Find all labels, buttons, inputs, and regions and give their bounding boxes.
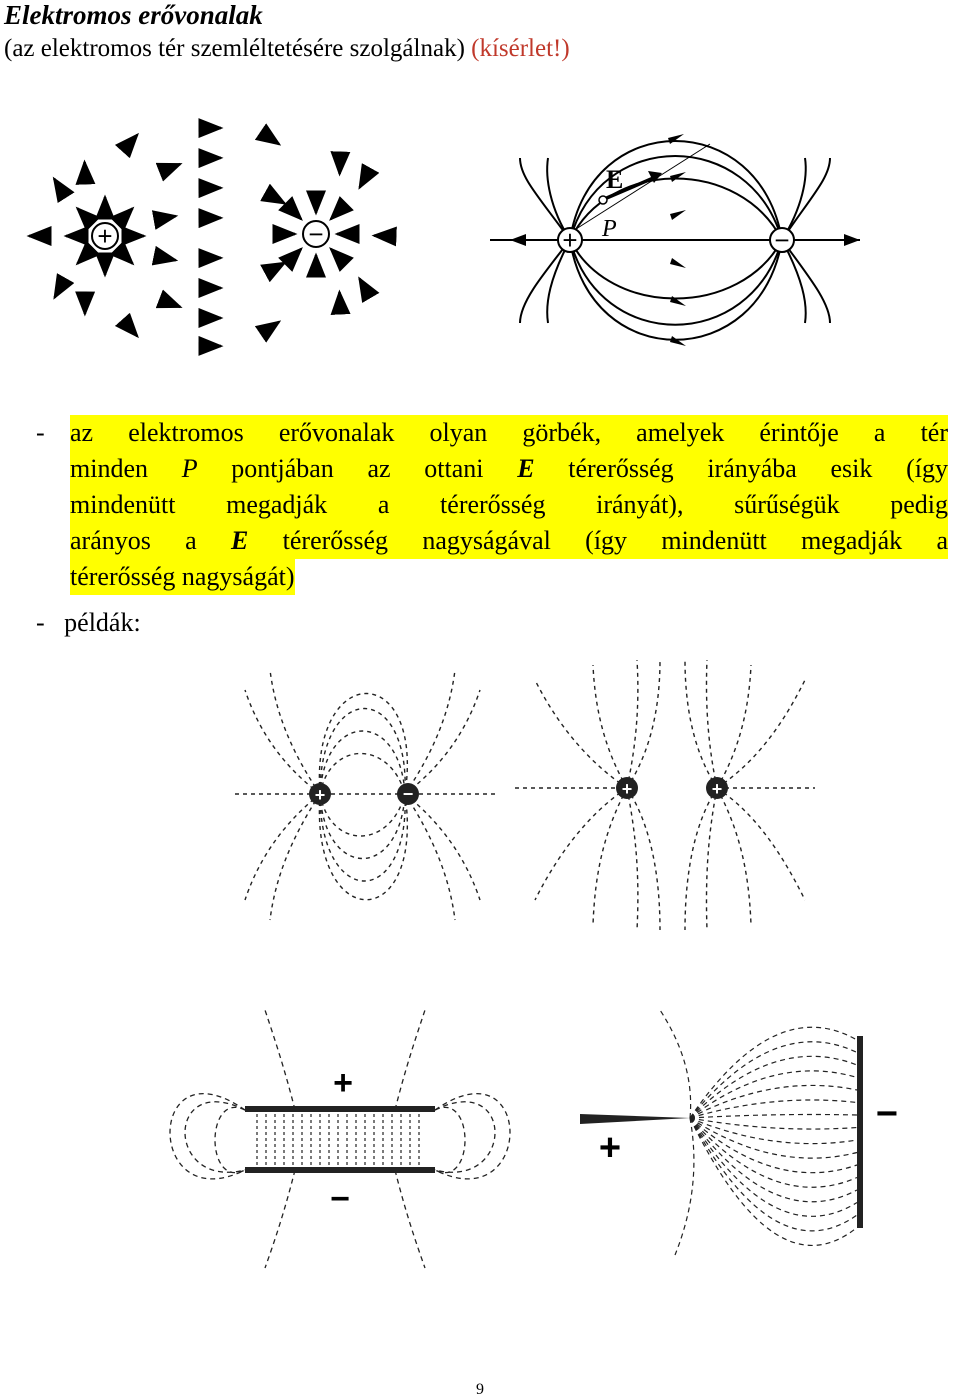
point-plane-field-line — [660, 1010, 691, 1118]
field-arrow — [359, 279, 370, 298]
point-plane-field-line — [675, 1118, 694, 1255]
page-title: Elektromos erővonalak — [4, 0, 263, 30]
capacitor-plus-label: + — [333, 1064, 353, 1102]
field-arrow — [120, 251, 133, 264]
field-arrow — [160, 299, 181, 307]
definition-paragraph — [36, 415, 948, 595]
field-arrow — [265, 263, 284, 273]
def-line-4: arányos a E térerősség nagyságával (így mindenütt megadják a — [70, 523, 948, 559]
field-arrow — [339, 292, 340, 314]
field-arrows — [29, 128, 396, 346]
label-P: P — [602, 216, 617, 242]
point-plane-field-line — [690, 1118, 857, 1173]
bullet-dash: - — [36, 418, 45, 447]
figure-capacitor — [165, 1010, 540, 1270]
field-arrow — [54, 179, 66, 198]
svg-text:−: − — [308, 219, 324, 249]
label-E: E — [606, 165, 624, 194]
field-arrow — [77, 208, 90, 221]
like-plus-1-label: + — [621, 779, 633, 799]
examples-label: - példák: — [36, 608, 141, 637]
field-arrow — [265, 193, 284, 204]
field-arrow — [55, 278, 66, 297]
figure-field-arrows — [20, 118, 400, 358]
point-plane-field-line — [690, 1115, 857, 1118]
def-line-1: az elektromos erővonalak olyan görbék, amelyek érintője a tér — [70, 415, 948, 451]
point-plane-field-line — [690, 1118, 857, 1129]
figure-point-plane — [575, 1010, 915, 1260]
field-arrow — [360, 168, 371, 187]
def-line-3: mindenütt megadják a térerősség irányát), sűrűségük pedig — [70, 487, 948, 523]
field-arrow — [374, 236, 396, 237]
charge-plus-right — [558, 225, 582, 255]
charge-plus-left — [92, 221, 118, 251]
figure-field-lines-dipole — [490, 118, 870, 358]
point-plane-field-line — [690, 1118, 857, 1245]
field-arrow — [288, 249, 301, 262]
field-arrow — [160, 164, 180, 172]
def-line-5: térerősség nagyságát) — [70, 559, 295, 595]
subtitle-main: (az elektromos tér szemléltetésére szolgálnak) — [4, 35, 465, 62]
dipole-plus-label: + — [314, 785, 326, 805]
plane-minus-label: − — [875, 1093, 899, 1135]
field-arrow — [261, 132, 279, 144]
figure-dipole-dashed — [235, 660, 500, 935]
capacitor-minus-label: − — [330, 1180, 350, 1218]
point-plane-field-line — [690, 1118, 857, 1144]
page-subtitle — [4, 34, 570, 64]
field-arrow — [331, 206, 344, 219]
page-number: 9 — [476, 1381, 484, 1398]
charge-minus-left — [303, 219, 329, 249]
field-arrow — [120, 208, 133, 221]
figure-like-charges-dashed — [515, 660, 815, 935]
svg-text:+: + — [97, 221, 113, 251]
point-plane-field-line — [690, 1071, 857, 1118]
point-plus-label: + — [598, 1127, 622, 1169]
field-arrow — [288, 206, 301, 219]
svg-text:+: + — [562, 225, 578, 255]
svg-text:−: − — [774, 225, 790, 255]
field-arrow — [261, 322, 279, 334]
like-plus-2-label: + — [711, 779, 723, 799]
def-line-2: minden P pontjában az ottani E térerősség irányába esik (így — [70, 451, 948, 487]
field-arrow — [123, 320, 138, 336]
dipole-minus-label: − — [402, 784, 414, 804]
field-arrow — [154, 216, 176, 220]
subtitle-note: (kísérlet!) — [471, 35, 570, 62]
field-arrow — [154, 256, 176, 260]
field-arrow — [85, 162, 86, 184]
field-arrow — [123, 135, 138, 151]
point-plane-field-line — [690, 1056, 857, 1118]
field-arrow — [77, 251, 90, 264]
field-arrow — [331, 249, 344, 262]
field-arrow — [340, 152, 341, 174]
